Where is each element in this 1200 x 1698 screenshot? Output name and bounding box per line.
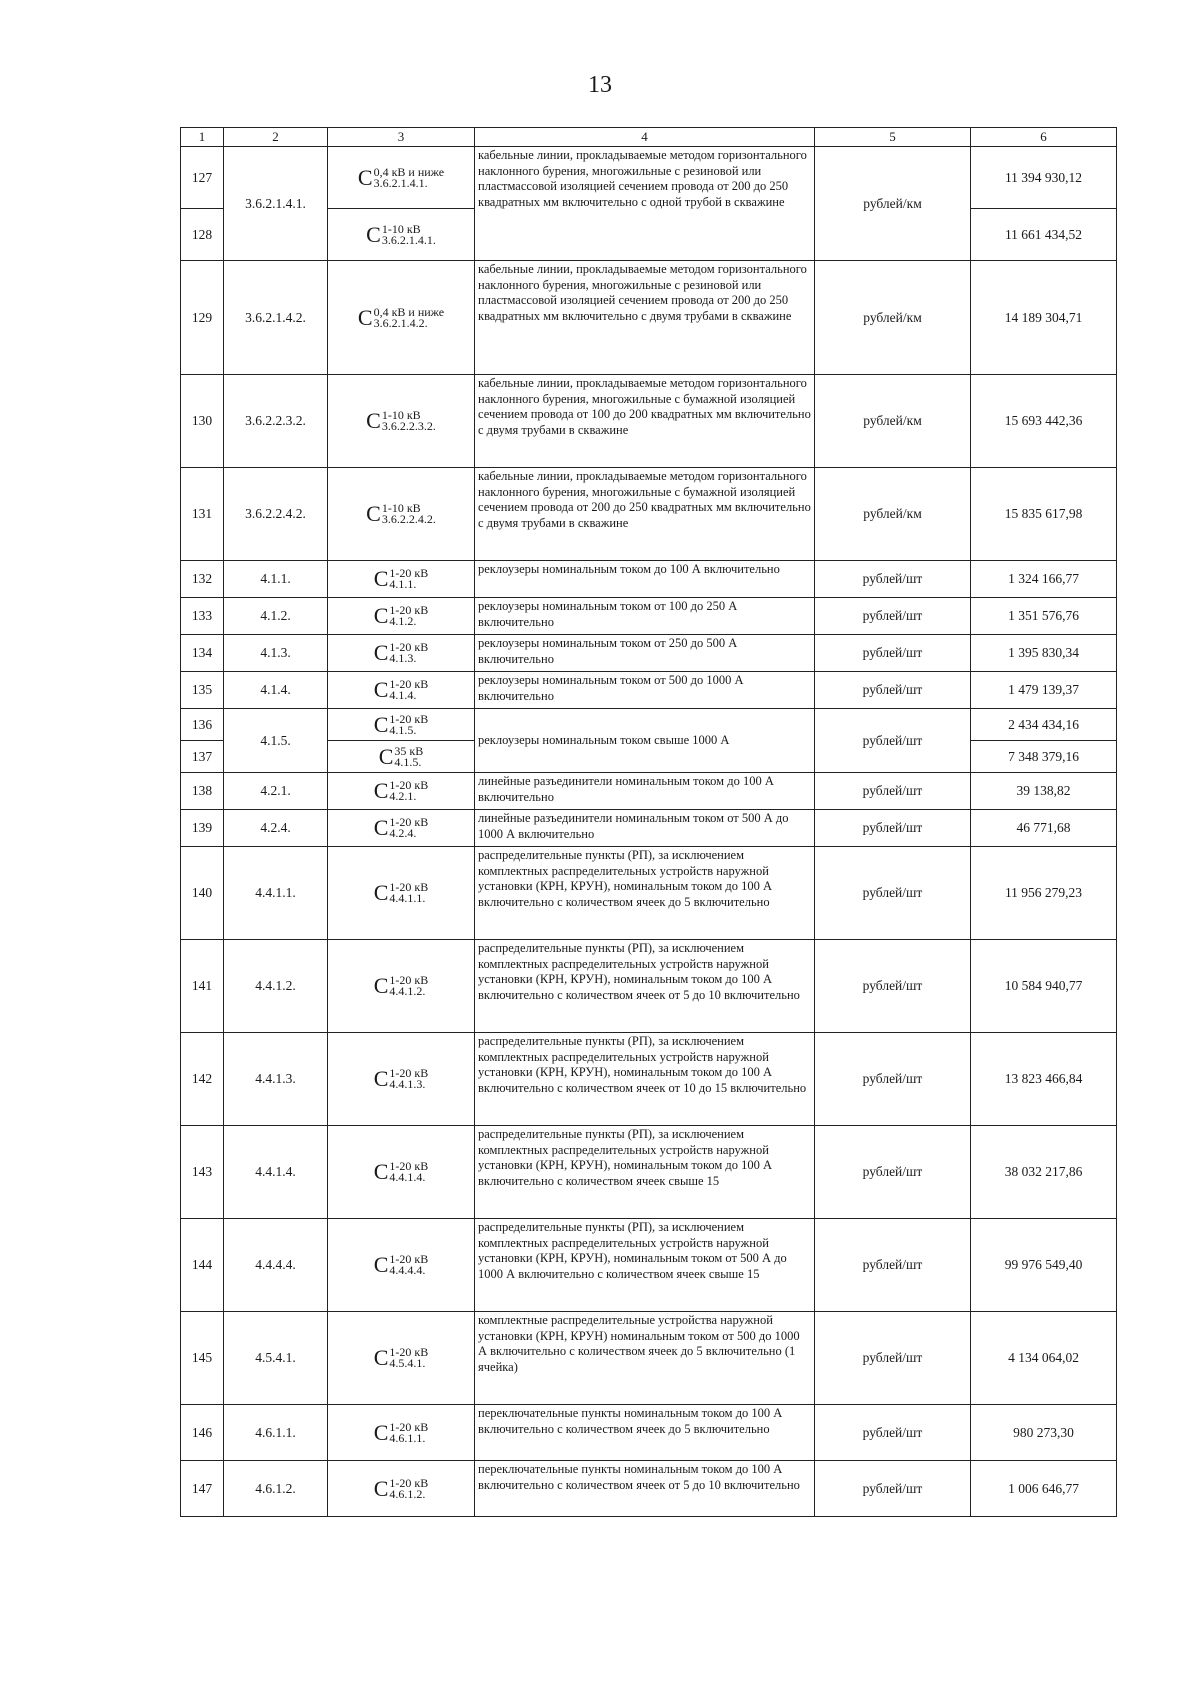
item-code: 4.4.1.2. (224, 940, 328, 1033)
symbol-superscript: 0,4 кВ и ниже (373, 304, 445, 319)
symbol-subscript: 4.1.5. (394, 754, 422, 769)
symbol-subscript: 3.6.2.2.3.2. (381, 419, 436, 433)
row-number: 128 (181, 209, 224, 261)
table-row (181, 1405, 1117, 1461)
symbol-subscript: 4.4.1.2. (389, 984, 426, 998)
item-code: 4.5.4.1. (224, 1312, 328, 1405)
unit: рублей/шт (815, 773, 971, 810)
row-number: 140 (181, 847, 224, 940)
table-row (181, 773, 1117, 810)
symbol-superscript: 1-20 кВ (389, 640, 429, 654)
symbol-subscript: 4.2.4. (389, 826, 417, 840)
row-number: 137 (181, 741, 224, 773)
row-number: 143 (181, 1126, 224, 1219)
unit: рублей/шт (815, 561, 971, 598)
item-code: 4.1.2. (224, 598, 328, 635)
item-code: 3.6.2.1.4.2. (224, 261, 328, 375)
item-description: кабельные линии, прокладываемые методом горизонтального наклонного бурения, многожильные с резиновой или пластмассовой изоляцией сечением провода от 200 до 250 квадратных мм включительно с одной трубой в скважине (475, 147, 815, 261)
item-description: кабельные линии, прокладываемые методом горизонтального наклонного бурения, многожильные с бумажной изоляцией сечением провода от 100 до 200 квадратных мм включительно с двумя трубами в скважине (475, 375, 815, 468)
item-description: переключательные пункты номинальным током до 100 А включительно с количеством ячеек до 5 включительно (475, 1405, 815, 1461)
symbol-subscript: 4.4.1.1. (389, 891, 426, 905)
item-description: распределительные пункты (РП), за исключением комплектных распределительных устройств наружной установки (КРН, КРУН), номинальным током до 100 А включительно с количеством ячеек свыше 15 (475, 1126, 815, 1219)
item-code: 3.6.2.2.3.2. (224, 375, 328, 468)
unit: рублей/км (815, 261, 971, 375)
price: 10 584 940,77 (971, 940, 1117, 1033)
price: 1 479 139,37 (971, 672, 1117, 709)
unit: рублей/шт (815, 709, 971, 773)
price: 15 693 442,36 (971, 375, 1117, 468)
column-header: 1 (181, 128, 224, 147)
table-row (181, 940, 1117, 1033)
item-code: 4.1.1. (224, 561, 328, 598)
row-number: 129 (181, 261, 224, 375)
table-row (181, 810, 1117, 847)
row-number: 131 (181, 468, 224, 561)
symbol-subscript: 4.1.5. (389, 722, 417, 737)
unit: рублей/шт (815, 672, 971, 709)
price: 11 394 930,12 (971, 147, 1117, 209)
rate-symbol: C 1-20 кВ 4.2.4. (328, 810, 475, 847)
page-number: 13 (588, 72, 612, 98)
rate-symbol: C 1-20 кВ 4.1.4. (328, 672, 475, 709)
row-number: 127 (181, 147, 224, 209)
symbol-subscript: 4.1.1. (389, 577, 417, 591)
unit: рублей/шт (815, 635, 971, 672)
unit: рублей/шт (815, 1312, 971, 1405)
rate-symbol: C 1-20 кВ 4.4.1.2. (328, 940, 475, 1033)
rate-symbol: C 1-20 кВ 4.5.4.1. (328, 1312, 475, 1405)
column-header: 3 (328, 128, 475, 147)
symbol-subscript: 3.6.2.1.4.1. (381, 232, 436, 247)
row-number: 130 (181, 375, 224, 468)
price: 39 138,82 (971, 773, 1117, 810)
item-code: 4.1.5. (224, 709, 328, 773)
row-number: 146 (181, 1405, 224, 1461)
column-header: 2 (224, 128, 328, 147)
rate-symbol: C 1-20 кВ 4.4.1.1. (328, 847, 475, 940)
item-description: переключательные пункты номинальным током до 100 А включительно с количеством ячеек от 5 до 10 включительно (475, 1461, 815, 1517)
table-row (181, 1033, 1117, 1126)
row-number: 147 (181, 1461, 224, 1517)
table-row (181, 468, 1117, 561)
item-code: 4.6.1.2. (224, 1461, 328, 1517)
unit: рублей/шт (815, 1461, 971, 1517)
row-number: 136 (181, 709, 224, 741)
price: 1 351 576,76 (971, 598, 1117, 635)
rate-symbol: C 1-20 кВ 4.1.1. (328, 561, 475, 598)
row-number: 138 (181, 773, 224, 810)
symbol-superscript: 1-20 кВ (389, 1159, 429, 1173)
rate-symbol: C 1-10 кВ 3.6.2.1.4.1. (328, 209, 475, 261)
item-description: распределительные пункты (РП), за исключением комплектных распределительных устройств наружной установки (КРН, КРУН), номинальным током до 100 А включительно с количеством ячеек до 5 включительно (475, 847, 815, 940)
price: 15 835 617,98 (971, 468, 1117, 561)
symbol-superscript: 35 кВ (394, 743, 424, 758)
rate-symbol: C 0,4 кВ и ниже 3.6.2.1.4.2. (328, 261, 475, 375)
price: 1 324 166,77 (971, 561, 1117, 598)
table-row (181, 1461, 1117, 1517)
unit: рублей/шт (815, 598, 971, 635)
price: 11 661 434,52 (971, 209, 1117, 261)
item-description: распределительные пункты (РП), за исключением комплектных распределительных устройств наружной установки (КРН, КРУН), номинальным током до 100 А включительно с количеством ячеек от 5 до 10 включительно (475, 940, 815, 1033)
symbol-subscript: 4.4.4.4. (389, 1263, 426, 1277)
item-code: 4.4.1.4. (224, 1126, 328, 1219)
table-row (181, 709, 1117, 741)
column-header: 5 (815, 128, 971, 147)
column-header: 4 (475, 128, 815, 147)
symbol-superscript: 1-20 кВ (389, 1252, 429, 1266)
symbol-superscript: 1-20 кВ (389, 1475, 429, 1490)
symbol-subscript: 4.5.4.1. (389, 1356, 426, 1370)
row-number: 133 (181, 598, 224, 635)
table-row (181, 672, 1117, 709)
item-description: распределительные пункты (РП), за исключением комплектных распределительных устройств наружной установки (КРН, КРУН), номинальным током от 500 А до 1000 А включительно с количеством ячеек свыше 15 (475, 1219, 815, 1312)
table-row (181, 1126, 1117, 1219)
item-description: реклоузеры номинальным током от 100 до 250 А включительно (475, 598, 815, 635)
symbol-subscript: 4.2.1. (389, 789, 417, 803)
table-row (181, 261, 1117, 375)
symbol-subscript: 4.1.4. (389, 688, 417, 702)
symbol-superscript: 1-10 кВ (381, 501, 421, 515)
price: 2 434 434,16 (971, 709, 1117, 741)
row-number: 132 (181, 561, 224, 598)
price: 99 976 549,40 (971, 1219, 1117, 1312)
row-number: 135 (181, 672, 224, 709)
symbol-superscript: 1-20 кВ (389, 711, 429, 726)
table-row (181, 561, 1117, 598)
symbol-superscript: 1-20 кВ (389, 973, 429, 987)
table-row (181, 147, 1117, 209)
rate-symbol: C 1-10 кВ 3.6.2.2.3.2. (328, 375, 475, 468)
price: 13 823 466,84 (971, 1033, 1117, 1126)
table-row (181, 375, 1117, 468)
price: 38 032 217,86 (971, 1126, 1117, 1219)
price: 14 189 304,71 (971, 261, 1117, 375)
rate-symbol: C 1-20 кВ 4.4.4.4. (328, 1219, 475, 1312)
rate-symbol: C 1-20 кВ 4.1.3. (328, 635, 475, 672)
header-row (181, 128, 1117, 147)
item-code: 4.4.1.1. (224, 847, 328, 940)
unit: рублей/шт (815, 940, 971, 1033)
table-row (181, 1219, 1117, 1312)
price: 11 956 279,23 (971, 847, 1117, 940)
unit: рублей/шт (815, 1405, 971, 1461)
rate-symbol: C 1-20 кВ 4.1.5. (328, 709, 475, 741)
symbol-superscript: 1-20 кВ (389, 1345, 429, 1359)
rate-symbol: C 1-20 кВ 4.4.1.4. (328, 1126, 475, 1219)
unit: рублей/км (815, 468, 971, 561)
rate-symbol: C 1-20 кВ 4.4.1.3. (328, 1033, 475, 1126)
symbol-superscript: 1-20 кВ (389, 778, 429, 792)
symbol-superscript: 1-20 кВ (389, 815, 429, 829)
symbol-superscript: 0,4 кВ и ниже (373, 164, 445, 179)
symbol-subscript: 4.1.3. (389, 651, 417, 665)
symbol-superscript: 1-20 кВ (389, 677, 429, 691)
price: 46 771,68 (971, 810, 1117, 847)
item-description: распределительные пункты (РП), за исключением комплектных распределительных устройств наружной установки (КРН, КРУН), номинальным током до 100 А включительно с количеством ячеек от 10 до 15 включительно (475, 1033, 815, 1126)
item-description: реклоузеры номинальным током от 250 до 500 А включительно (475, 635, 815, 672)
rate-symbol: C 1-20 кВ 4.1.2. (328, 598, 475, 635)
symbol-superscript: 1-20 кВ (389, 603, 429, 617)
rate-symbol: C 1-20 кВ 4.6.1.2. (328, 1461, 475, 1517)
unit: рублей/шт (815, 847, 971, 940)
item-code: 4.2.1. (224, 773, 328, 810)
item-code: 4.2.4. (224, 810, 328, 847)
item-code: 4.4.4.4. (224, 1219, 328, 1312)
rate-symbol: C 0,4 кВ и ниже 3.6.2.1.4.1. (328, 147, 475, 209)
table-row (181, 1312, 1117, 1405)
tariff-table (180, 127, 1117, 1517)
column-header: 6 (971, 128, 1117, 147)
rate-symbol: C 1-20 кВ 4.6.1.1. (328, 1405, 475, 1461)
symbol-subscript: 4.4.1.3. (389, 1077, 426, 1091)
item-code: 4.1.4. (224, 672, 328, 709)
rate-symbol: C 1-10 кВ 3.6.2.2.4.2. (328, 468, 475, 561)
item-code: 3.6.2.2.4.2. (224, 468, 328, 561)
table-row (181, 847, 1117, 940)
item-code: 4.1.3. (224, 635, 328, 672)
symbol-subscript: 4.4.1.4. (389, 1170, 426, 1184)
symbol-superscript: 1-20 кВ (389, 1066, 429, 1080)
row-number: 144 (181, 1219, 224, 1312)
symbol-superscript: 1-10 кВ (381, 221, 421, 236)
symbol-subscript: 3.6.2.1.4.2. (373, 315, 428, 330)
row-number: 142 (181, 1033, 224, 1126)
unit: рублей/шт (815, 1033, 971, 1126)
price: 7 348 379,16 (971, 741, 1117, 773)
item-code: 4.4.1.3. (224, 1033, 328, 1126)
table-row (181, 598, 1117, 635)
item-description: линейные разъединители номинальным током до 100 А включительно (475, 773, 815, 810)
symbol-subscript: 3.6.2.2.4.2. (381, 512, 436, 526)
price: 1 006 646,77 (971, 1461, 1117, 1517)
item-code: 3.6.2.1.4.1. (224, 147, 328, 261)
table-row (181, 635, 1117, 672)
item-description: кабельные линии, прокладываемые методом горизонтального наклонного бурения, многожильные с бумажной изоляцией сечением провода от 200 до 250 квадратных мм включительно с двумя трубами в скважине (475, 468, 815, 561)
price: 4 134 064,02 (971, 1312, 1117, 1405)
item-description: комплектные распределительные устройства наружной установки (КРН, КРУН) номинальным током от 500 до 1000 А включительно с количеством ячеек до 5 включительно (1 ячейка) (475, 1312, 815, 1405)
symbol-subscript: 4.6.1.1. (389, 1430, 426, 1445)
row-number: 134 (181, 635, 224, 672)
unit: рублей/шт (815, 1219, 971, 1312)
symbol-subscript: 4.6.1.2. (389, 1486, 426, 1501)
unit: рублей/км (815, 147, 971, 261)
row-number: 139 (181, 810, 224, 847)
item-code: 4.6.1.1. (224, 1405, 328, 1461)
item-description: реклоузеры номинальным током от 500 до 1000 А включительно (475, 672, 815, 709)
symbol-subscript: 4.1.2. (389, 614, 417, 628)
symbol-superscript: 1-20 кВ (389, 880, 429, 894)
unit: рублей/км (815, 375, 971, 468)
item-description: реклоузеры номинальным током свыше 1000 А (475, 709, 815, 773)
row-number: 145 (181, 1312, 224, 1405)
item-description: кабельные линии, прокладываемые методом горизонтального наклонного бурения, многожильные с резиновой или пластмассовой изоляцией сечением провода от 200 до 250 квадратных мм включительно с двумя трубами в скважине (475, 261, 815, 375)
symbol-superscript: 1-20 кВ (389, 566, 429, 580)
row-number: 141 (181, 940, 224, 1033)
rate-symbol: C 35 кВ 4.1.5. (328, 741, 475, 773)
item-description: реклоузеры номинальным током до 100 А включительно (475, 561, 815, 598)
symbol-superscript: 1-20 кВ (389, 1419, 429, 1434)
symbol-superscript: 1-10 кВ (381, 408, 421, 422)
symbol-subscript: 3.6.2.1.4.1. (373, 175, 428, 190)
price: 980 273,30 (971, 1405, 1117, 1461)
rate-symbol: C 1-20 кВ 4.2.1. (328, 773, 475, 810)
unit: рублей/шт (815, 1126, 971, 1219)
price: 1 395 830,34 (971, 635, 1117, 672)
unit: рублей/шт (815, 810, 971, 847)
item-description: линейные разъединители номинальным током от 500 А до 1000 А включительно (475, 810, 815, 847)
